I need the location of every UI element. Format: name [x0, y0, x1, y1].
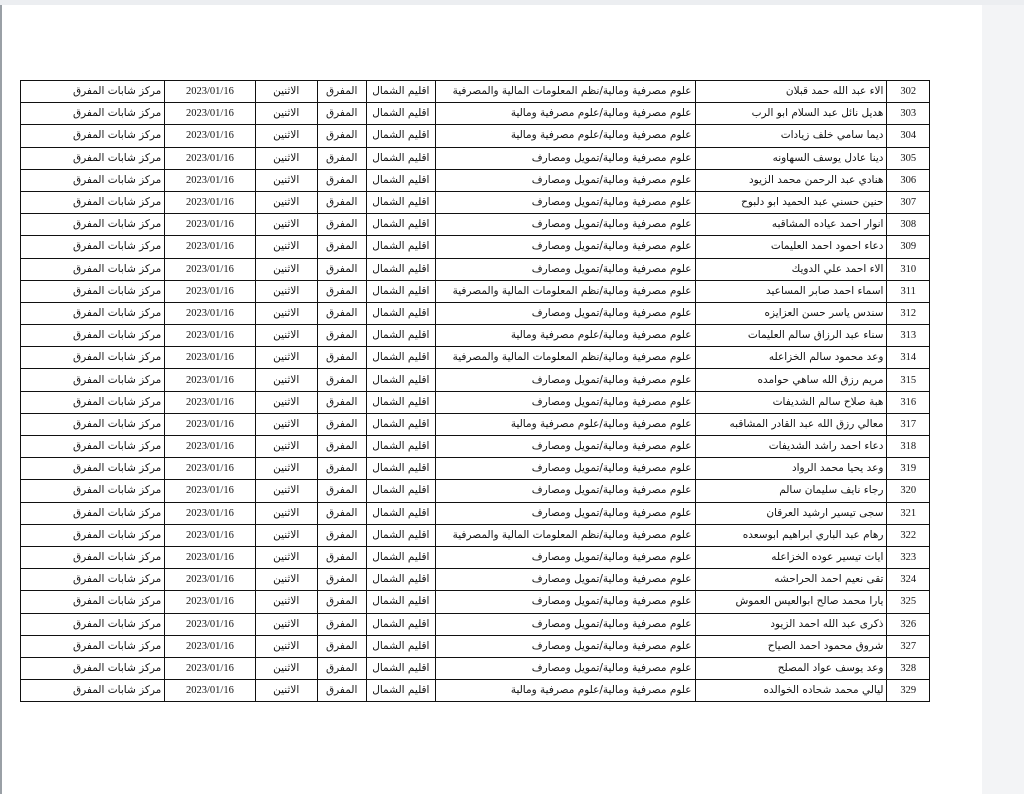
specialization-cell: علوم مصرفية ومالية/تمويل ومصارف: [436, 546, 695, 568]
exam-center-cell: مركز شابات المفرق: [21, 125, 165, 147]
student-name-cell: الاء احمد علي الدويك: [695, 258, 887, 280]
exam-date-cell: 2023/01/16: [165, 125, 255, 147]
governorate-cell: المفرق: [317, 147, 366, 169]
exam-center-cell: مركز شابات المفرق: [21, 680, 165, 702]
region-cell: اقليم الشمال: [366, 657, 436, 679]
row-number-cell: 305: [887, 147, 930, 169]
student-name-cell: ايات تيسير عوده الخزاعله: [695, 546, 887, 568]
specialization-cell: علوم مصرفية ومالية/نظم المعلومات المالية والمصرفية: [436, 524, 695, 546]
row-number-cell: 318: [887, 436, 930, 458]
row-number-cell: 306: [887, 169, 930, 191]
exam-center-cell: مركز شابات المفرق: [21, 613, 165, 635]
region-cell: اقليم الشمال: [366, 436, 436, 458]
specialization-cell: علوم مصرفية ومالية/تمويل ومصارف: [436, 191, 695, 213]
exam-day-cell: الاثنين: [255, 347, 317, 369]
specialization-cell: علوم مصرفية ومالية/تمويل ومصارف: [436, 480, 695, 502]
governorate-cell: المفرق: [317, 169, 366, 191]
governorate-cell: المفرق: [317, 103, 366, 125]
exam-center-cell: مركز شابات المفرق: [21, 480, 165, 502]
exam-date-cell: 2023/01/16: [165, 103, 255, 125]
region-cell: اقليم الشمال: [366, 546, 436, 568]
exam-center-cell: مركز شابات المفرق: [21, 591, 165, 613]
governorate-cell: المفرق: [317, 591, 366, 613]
specialization-cell: علوم مصرفية ومالية/تمويل ومصارف: [436, 436, 695, 458]
specialization-cell: علوم مصرفية ومالية/تمويل ومصارف: [436, 236, 695, 258]
exam-date-cell: 2023/01/16: [165, 458, 255, 480]
specialization-cell: علوم مصرفية ومالية/تمويل ومصارف: [436, 657, 695, 679]
exam-date-cell: 2023/01/16: [165, 569, 255, 591]
student-name-cell: انوار احمد عياده المشاقبه: [695, 214, 887, 236]
exam-center-cell: مركز شابات المفرق: [21, 391, 165, 413]
specialization-cell: علوم مصرفية ومالية/تمويل ومصارف: [436, 569, 695, 591]
governorate-cell: المفرق: [317, 236, 366, 258]
specialization-cell: علوم مصرفية ومالية/تمويل ومصارف: [436, 302, 695, 324]
student-name-cell: تقى نعيم احمد الحراحشه: [695, 569, 887, 591]
governorate-cell: المفرق: [317, 524, 366, 546]
exam-center-cell: مركز شابات المفرق: [21, 103, 165, 125]
specialization-cell: علوم مصرفية ومالية/علوم مصرفية ومالية: [436, 325, 695, 347]
specialization-cell: علوم مصرفية ومالية/علوم مصرفية ومالية: [436, 413, 695, 435]
roster-body: [21, 81, 930, 702]
exam-day-cell: الاثنين: [255, 546, 317, 568]
table-row: [21, 569, 930, 591]
document-page: [0, 5, 982, 794]
governorate-cell: المفرق: [317, 214, 366, 236]
region-cell: اقليم الشمال: [366, 502, 436, 524]
table-row: [21, 591, 930, 613]
specialization-cell: علوم مصرفية ومالية/تمويل ومصارف: [436, 258, 695, 280]
specialization-cell: علوم مصرفية ومالية/تمويل ومصارف: [436, 613, 695, 635]
student-name-cell: معالي رزق الله عبد القادر المشاقبه: [695, 413, 887, 435]
exam-date-cell: 2023/01/16: [165, 591, 255, 613]
table-row: [21, 436, 930, 458]
exam-date-cell: 2023/01/16: [165, 436, 255, 458]
row-number-cell: 315: [887, 369, 930, 391]
row-number-cell: 329: [887, 680, 930, 702]
exam-date-cell: 2023/01/16: [165, 81, 255, 103]
student-name-cell: اسماء احمد صابر المساعيد: [695, 280, 887, 302]
student-name-cell: وعد يحيا محمد الرواد: [695, 458, 887, 480]
exam-center-cell: مركز شابات المفرق: [21, 169, 165, 191]
exam-center-cell: مركز شابات المفرق: [21, 236, 165, 258]
table-row: [21, 325, 930, 347]
specialization-cell: علوم مصرفية ومالية/تمويل ومصارف: [436, 147, 695, 169]
student-name-cell: وعد محمود سالم الخزاعله: [695, 347, 887, 369]
table-row: [21, 302, 930, 324]
row-number-cell: 314: [887, 347, 930, 369]
student-name-cell: هديل نائل عبد السلام ابو الرب: [695, 103, 887, 125]
exam-day-cell: الاثنين: [255, 391, 317, 413]
row-number-cell: 312: [887, 302, 930, 324]
specialization-cell: علوم مصرفية ومالية/تمويل ومصارف: [436, 214, 695, 236]
exam-center-cell: مركز شابات المفرق: [21, 258, 165, 280]
row-number-cell: 321: [887, 502, 930, 524]
region-cell: اقليم الشمال: [366, 280, 436, 302]
table-row: [21, 103, 930, 125]
exam-date-cell: 2023/01/16: [165, 613, 255, 635]
region-cell: اقليم الشمال: [366, 413, 436, 435]
governorate-cell: المفرق: [317, 347, 366, 369]
table-row: [21, 214, 930, 236]
exam-date-cell: 2023/01/16: [165, 680, 255, 702]
student-name-cell: مريم رزق الله ساهي حوامده: [695, 369, 887, 391]
exam-date-cell: 2023/01/16: [165, 169, 255, 191]
governorate-cell: المفرق: [317, 635, 366, 657]
exam-center-cell: مركز شابات المفرق: [21, 280, 165, 302]
table-row: [21, 458, 930, 480]
governorate-cell: المفرق: [317, 325, 366, 347]
region-cell: اقليم الشمال: [366, 458, 436, 480]
exam-date-cell: 2023/01/16: [165, 147, 255, 169]
row-number-cell: 327: [887, 635, 930, 657]
region-cell: اقليم الشمال: [366, 369, 436, 391]
row-number-cell: 323: [887, 546, 930, 568]
exam-day-cell: الاثنين: [255, 147, 317, 169]
table-row: [21, 169, 930, 191]
exam-center-cell: مركز شابات المفرق: [21, 191, 165, 213]
exam-day-cell: الاثنين: [255, 214, 317, 236]
exam-center-cell: مركز شابات المفرق: [21, 458, 165, 480]
row-number-cell: 324: [887, 569, 930, 591]
exam-day-cell: الاثنين: [255, 502, 317, 524]
exam-date-cell: 2023/01/16: [165, 347, 255, 369]
exam-center-cell: مركز شابات المفرق: [21, 502, 165, 524]
region-cell: اقليم الشمال: [366, 214, 436, 236]
student-name-cell: سجى تيسير ارشيد العرقان: [695, 502, 887, 524]
exam-day-cell: الاثنين: [255, 258, 317, 280]
exam-date-cell: 2023/01/16: [165, 325, 255, 347]
exam-day-cell: الاثنين: [255, 613, 317, 635]
exam-day-cell: الاثنين: [255, 369, 317, 391]
student-name-cell: رهام عبد الباري ابراهيم ابوسعده: [695, 524, 887, 546]
exam-day-cell: الاثنين: [255, 458, 317, 480]
governorate-cell: المفرق: [317, 480, 366, 502]
governorate-cell: المفرق: [317, 369, 366, 391]
student-name-cell: سندس ياسر حسن العزايزه: [695, 302, 887, 324]
region-cell: اقليم الشمال: [366, 125, 436, 147]
table-row: [21, 125, 930, 147]
exam-day-cell: الاثنين: [255, 657, 317, 679]
region-cell: اقليم الشمال: [366, 103, 436, 125]
row-number-cell: 322: [887, 524, 930, 546]
governorate-cell: المفرق: [317, 391, 366, 413]
student-name-cell: ذكرى عبد الله احمد الزيود: [695, 613, 887, 635]
row-number-cell: 325: [887, 591, 930, 613]
exam-date-cell: 2023/01/16: [165, 302, 255, 324]
table-row: [21, 391, 930, 413]
row-number-cell: 302: [887, 81, 930, 103]
specialization-cell: علوم مصرفية ومالية/تمويل ومصارف: [436, 591, 695, 613]
region-cell: اقليم الشمال: [366, 258, 436, 280]
governorate-cell: المفرق: [317, 546, 366, 568]
table-row: [21, 147, 930, 169]
table-row: [21, 347, 930, 369]
student-name-cell: سناء عبد الرزاق سالم العليمات: [695, 325, 887, 347]
exam-center-cell: مركز شابات المفرق: [21, 524, 165, 546]
student-name-cell: شروق محمود احمد الصياح: [695, 635, 887, 657]
governorate-cell: المفرق: [317, 191, 366, 213]
student-name-cell: دعاء احمود احمد العليمات: [695, 236, 887, 258]
governorate-cell: المفرق: [317, 81, 366, 103]
table-row: [21, 524, 930, 546]
region-cell: اقليم الشمال: [366, 191, 436, 213]
specialization-cell: علوم مصرفية ومالية/تمويل ومصارف: [436, 369, 695, 391]
row-number-cell: 320: [887, 480, 930, 502]
student-name-cell: الاء عبد الله حمد قبلان: [695, 81, 887, 103]
student-name-cell: ديما سامي خلف زيادات: [695, 125, 887, 147]
specialization-cell: علوم مصرفية ومالية/نظم المعلومات المالية والمصرفية: [436, 347, 695, 369]
table-row: [21, 680, 930, 702]
governorate-cell: المفرق: [317, 258, 366, 280]
exam-date-cell: 2023/01/16: [165, 280, 255, 302]
student-name-cell: حنين حسني عبد الحميد ابو دلبوح: [695, 191, 887, 213]
region-cell: اقليم الشمال: [366, 591, 436, 613]
table-row: [21, 280, 930, 302]
region-cell: اقليم الشمال: [366, 169, 436, 191]
exam-center-cell: مركز شابات المفرق: [21, 369, 165, 391]
region-cell: اقليم الشمال: [366, 569, 436, 591]
student-name-cell: رجاء نايف سليمان سالم: [695, 480, 887, 502]
exam-day-cell: الاثنين: [255, 480, 317, 502]
exam-date-cell: 2023/01/16: [165, 236, 255, 258]
table-row: [21, 635, 930, 657]
exam-date-cell: 2023/01/16: [165, 480, 255, 502]
table-row: [21, 258, 930, 280]
student-name-cell: هنادي عبد الرحمن محمد الزيود: [695, 169, 887, 191]
exam-day-cell: الاثنين: [255, 191, 317, 213]
row-number-cell: 304: [887, 125, 930, 147]
row-number-cell: 326: [887, 613, 930, 635]
specialization-cell: علوم مصرفية ومالية/علوم مصرفية ومالية: [436, 680, 695, 702]
governorate-cell: المفرق: [317, 680, 366, 702]
exam-date-cell: 2023/01/16: [165, 214, 255, 236]
exam-day-cell: الاثنين: [255, 302, 317, 324]
exam-day-cell: الاثنين: [255, 169, 317, 191]
table-row: [21, 480, 930, 502]
roster-table: [20, 80, 930, 702]
exam-center-cell: مركز شابات المفرق: [21, 325, 165, 347]
exam-date-cell: 2023/01/16: [165, 258, 255, 280]
exam-date-cell: 2023/01/16: [165, 635, 255, 657]
exam-center-cell: مركز شابات المفرق: [21, 214, 165, 236]
specialization-cell: علوم مصرفية ومالية/علوم مصرفية ومالية: [436, 103, 695, 125]
region-cell: اقليم الشمال: [366, 147, 436, 169]
exam-day-cell: الاثنين: [255, 280, 317, 302]
row-number-cell: 303: [887, 103, 930, 125]
region-cell: اقليم الشمال: [366, 81, 436, 103]
student-name-cell: وعد يوسف عواد المصلح: [695, 657, 887, 679]
exam-day-cell: الاثنين: [255, 569, 317, 591]
specialization-cell: علوم مصرفية ومالية/تمويل ومصارف: [436, 635, 695, 657]
exam-date-cell: 2023/01/16: [165, 657, 255, 679]
region-cell: اقليم الشمال: [366, 524, 436, 546]
row-number-cell: 317: [887, 413, 930, 435]
row-number-cell: 309: [887, 236, 930, 258]
exam-date-cell: 2023/01/16: [165, 191, 255, 213]
table-row: [21, 236, 930, 258]
table-row: [21, 81, 930, 103]
exam-day-cell: الاثنين: [255, 635, 317, 657]
exam-day-cell: الاثنين: [255, 81, 317, 103]
table-row: [21, 546, 930, 568]
row-number-cell: 319: [887, 458, 930, 480]
exam-date-cell: 2023/01/16: [165, 502, 255, 524]
exam-date-cell: 2023/01/16: [165, 413, 255, 435]
student-name-cell: هبة صلاح سالم الشديفات: [695, 391, 887, 413]
row-number-cell: 307: [887, 191, 930, 213]
table-row: [21, 613, 930, 635]
region-cell: اقليم الشمال: [366, 325, 436, 347]
table-row: [21, 657, 930, 679]
specialization-cell: علوم مصرفية ومالية/نظم المعلومات المالية والمصرفية: [436, 280, 695, 302]
exam-center-cell: مركز شابات المفرق: [21, 546, 165, 568]
governorate-cell: المفرق: [317, 569, 366, 591]
exam-center-cell: مركز شابات المفرق: [21, 347, 165, 369]
governorate-cell: المفرق: [317, 657, 366, 679]
governorate-cell: المفرق: [317, 413, 366, 435]
exam-day-cell: الاثنين: [255, 436, 317, 458]
exam-center-cell: مركز شابات المفرق: [21, 302, 165, 324]
exam-center-cell: مركز شابات المفرق: [21, 569, 165, 591]
exam-day-cell: الاثنين: [255, 413, 317, 435]
exam-date-cell: 2023/01/16: [165, 369, 255, 391]
student-name-cell: ليالي محمد شحاده الخوالده: [695, 680, 887, 702]
governorate-cell: المفرق: [317, 436, 366, 458]
governorate-cell: المفرق: [317, 302, 366, 324]
exam-date-cell: 2023/01/16: [165, 391, 255, 413]
region-cell: اقليم الشمال: [366, 613, 436, 635]
specialization-cell: علوم مصرفية ومالية/تمويل ومصارف: [436, 502, 695, 524]
specialization-cell: علوم مصرفية ومالية/علوم مصرفية ومالية: [436, 125, 695, 147]
exam-date-cell: 2023/01/16: [165, 546, 255, 568]
governorate-cell: المفرق: [317, 458, 366, 480]
exam-date-cell: 2023/01/16: [165, 524, 255, 546]
exam-day-cell: الاثنين: [255, 325, 317, 347]
specialization-cell: علوم مصرفية ومالية/تمويل ومصارف: [436, 391, 695, 413]
region-cell: اقليم الشمال: [366, 302, 436, 324]
specialization-cell: علوم مصرفية ومالية/تمويل ومصارف: [436, 458, 695, 480]
exam-day-cell: الاثنين: [255, 591, 317, 613]
region-cell: اقليم الشمال: [366, 480, 436, 502]
exam-center-cell: مركز شابات المفرق: [21, 147, 165, 169]
row-number-cell: 308: [887, 214, 930, 236]
exam-day-cell: الاثنين: [255, 680, 317, 702]
governorate-cell: المفرق: [317, 502, 366, 524]
student-name-cell: دينا عادل يوسف السهاونه: [695, 147, 887, 169]
student-name-cell: دعاء احمد راشد الشديفات: [695, 436, 887, 458]
exam-center-cell: مركز شابات المفرق: [21, 81, 165, 103]
exam-day-cell: الاثنين: [255, 236, 317, 258]
exam-center-cell: مركز شابات المفرق: [21, 436, 165, 458]
specialization-cell: علوم مصرفية ومالية/نظم المعلومات المالية والمصرفية: [436, 81, 695, 103]
row-number-cell: 328: [887, 657, 930, 679]
governorate-cell: المفرق: [317, 125, 366, 147]
student-name-cell: يارا محمد صالح ابوالعيس العموش: [695, 591, 887, 613]
table-row: [21, 191, 930, 213]
table-row: [21, 369, 930, 391]
exam-center-cell: مركز شابات المفرق: [21, 413, 165, 435]
exam-center-cell: مركز شابات المفرق: [21, 635, 165, 657]
specialization-cell: علوم مصرفية ومالية/تمويل ومصارف: [436, 169, 695, 191]
exam-center-cell: مركز شابات المفرق: [21, 657, 165, 679]
region-cell: اقليم الشمال: [366, 236, 436, 258]
exam-day-cell: الاثنين: [255, 103, 317, 125]
region-cell: اقليم الشمال: [366, 391, 436, 413]
region-cell: اقليم الشمال: [366, 680, 436, 702]
region-cell: اقليم الشمال: [366, 635, 436, 657]
governorate-cell: المفرق: [317, 280, 366, 302]
governorate-cell: المفرق: [317, 613, 366, 635]
row-number-cell: 311: [887, 280, 930, 302]
exam-day-cell: الاثنين: [255, 125, 317, 147]
row-number-cell: 310: [887, 258, 930, 280]
row-number-cell: 316: [887, 391, 930, 413]
region-cell: اقليم الشمال: [366, 347, 436, 369]
row-number-cell: 313: [887, 325, 930, 347]
table-row: [21, 413, 930, 435]
exam-day-cell: الاثنين: [255, 524, 317, 546]
table-row: [21, 502, 930, 524]
